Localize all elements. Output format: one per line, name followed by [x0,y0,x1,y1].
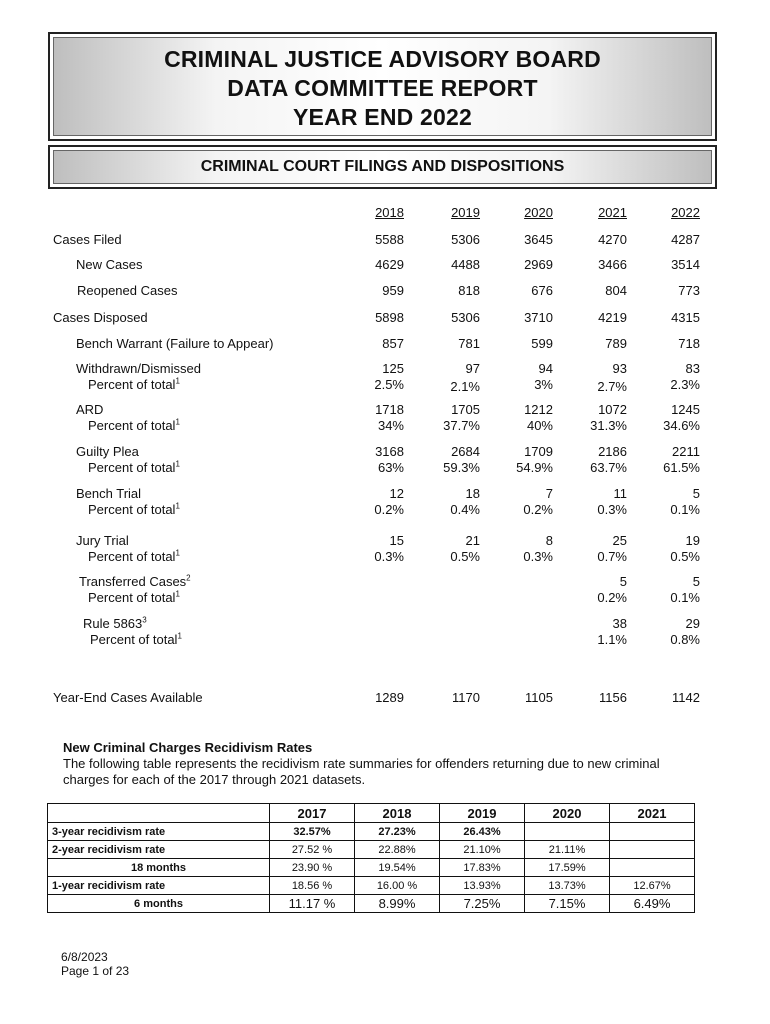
row-label-text: Rule 5863 [83,616,143,631]
recidivism-row-label: 2-year recidivism rate [48,841,270,859]
count-cell: 12 [389,486,404,501]
count-cell: 11 [613,486,627,501]
recidivism-cell: 26.43% [440,823,525,841]
percent-cell: 0.8% [670,632,700,647]
recidivism-cell: 22.88% [355,841,440,859]
percent-cell: 31.3% [590,418,627,433]
count-cell: 94 [538,361,553,376]
percent-cell: 2.3% [670,377,700,392]
recidivism-cell: 7.25% [440,895,525,913]
report-title-line-3: YEAR END 2022 [292,104,472,130]
recidivism-cell: 23.90 % [270,859,355,877]
row-label-text: Guilty Plea [76,444,139,459]
count-cell: 1156 [599,690,627,705]
report-title-line-1: CRIMINAL JUSTICE ADVISORY BOARD [164,46,601,72]
percent-cell: 34% [377,418,404,433]
percent-cell: 1.1% [597,632,627,647]
row-label [76,486,141,501]
count-cell: 4219 [598,310,627,325]
count-cell: 7 [545,486,553,501]
count-cell: 8 [545,533,553,548]
footnote-marker: 1 [175,376,180,386]
count-cell: 3710 [524,310,553,325]
year-header: 2020 [524,205,553,220]
row-label [83,616,147,631]
row-label [79,574,191,589]
recidivism-cell: 12.67% [610,877,695,895]
year-header: 2022 [671,205,700,220]
percent-cell: 0.3% [523,549,553,564]
recidivism-col-header: 2017 [270,804,355,823]
recidivism-row-label: 3-year recidivism rate [48,823,270,841]
percent-cell: 2.7% [597,379,627,394]
recidivism-cell: 27.52 % [270,841,355,859]
row-label-text: Jury Trial [76,533,129,548]
page-footer [61,950,129,978]
percent-label-text: Percent of total [88,460,176,475]
recidivism-cell: 11.17 % [270,895,355,913]
recidivism-corner-cell [48,804,270,823]
row-label [77,283,177,298]
percent-cell: 63% [377,460,404,475]
footnote-marker: 1 [175,501,180,511]
count-cell: 25 [612,533,627,548]
count-cell: 3168 [375,444,404,459]
count-cell: 21 [465,533,480,548]
recidivism-description: The following table represents the recidivism rate summaries for offenders returning due to new criminal charges for each of the 2017 through 2021 datasets. [63,756,660,787]
percent-label-text: Percent of total [88,377,176,392]
percent-label [88,460,180,475]
recidivism-row [48,895,695,913]
count-cell: 1170 [452,690,480,705]
recidivism-header-row [48,804,695,823]
count-cell: 83 [685,361,700,376]
row-label [76,257,142,272]
count-cell: 1718 [375,402,404,417]
recidivism-row [48,859,695,877]
row-label [53,232,122,247]
row-label-text: Transferred Cases [79,574,187,589]
count-cell: 5 [619,574,627,589]
footnote-marker: 2 [186,573,191,583]
count-cell: 1142 [672,690,700,705]
count-cell: 5898 [375,310,404,325]
count-cell: 3466 [598,257,627,272]
recidivism-title: New Criminal Charges Recidivism Rates [63,740,313,755]
count-cell: 2969 [524,257,553,272]
percent-cell: 37.7% [443,418,480,433]
row-label [76,336,274,351]
recidivism-col-header: 2021 [610,804,695,823]
count-cell: 5 [692,574,700,589]
recidivism-row [48,841,695,859]
count-cell: 38 [612,616,627,631]
percent-label-text: Percent of total [88,549,176,564]
row-label [53,690,203,705]
percent-cell: 34.6% [663,418,700,433]
row-label-text: ARD [76,402,104,417]
count-cell: 676 [531,283,553,298]
count-cell: 2684 [451,444,480,459]
count-cell: 959 [382,283,404,298]
count-cell: 1289 [375,690,404,705]
count-cell: 4287 [671,232,700,247]
percent-label [88,549,180,564]
recidivism-cell: 16.00 % [355,877,440,895]
recidivism-col-header: 2019 [440,804,525,823]
row-label-text: Reopened Cases [77,283,178,298]
percent-cell: 0.4% [450,502,480,517]
recidivism-cell: 13.93% [440,877,525,895]
recidivism-cell: 32.57% [270,823,355,841]
percent-cell: 0.5% [450,549,480,564]
recidivism-cell: 17.83% [440,859,525,877]
recidivism-cell [610,823,695,841]
recidivism-cell: 19.54% [355,859,440,877]
count-cell: 804 [605,283,627,298]
count-cell: 718 [678,336,700,351]
percent-label-text: Percent of total [90,632,178,647]
report-title-banner [48,32,717,141]
recidivism-table [47,803,695,913]
count-cell: 29 [685,616,700,631]
recidivism-cell: 21.10% [440,841,525,859]
recidivism-cell [525,823,610,841]
recidivism-col-header: 2020 [525,804,610,823]
count-cell: 789 [605,336,627,351]
percent-cell: 0.3% [597,502,627,517]
recidivism-cell: 27.23% [355,823,440,841]
count-cell: 599 [531,336,553,351]
count-cell: 93 [612,361,627,376]
count-cell: 1245 [671,402,700,417]
count-cell: 125 [382,361,404,376]
footer-date: 6/8/2023 [61,950,108,964]
percent-label [88,418,180,433]
count-cell: 15 [389,533,404,548]
recidivism-row-label: 18 months [48,859,270,877]
recidivism-cell: 17.59% [525,859,610,877]
footnote-marker: 1 [175,417,180,427]
count-cell: 2186 [598,444,627,459]
row-label [76,402,103,417]
count-cell: 1105 [525,690,553,705]
recidivism-row-label: 6 months [48,895,270,913]
year-header: 2018 [375,205,404,220]
percent-label-text: Percent of total [88,418,176,433]
recidivism-cell: 7.15% [525,895,610,913]
footnote-marker: 1 [175,589,180,599]
recidivism-cell [610,841,695,859]
recidivism-col-header: 2018 [355,804,440,823]
row-label-text: Bench Warrant (Failure to Appear) [76,336,274,351]
recidivism-cell: 18.56 % [270,877,355,895]
count-cell: 4488 [451,257,480,272]
count-cell: 3514 [671,257,700,272]
count-cell: 1212 [524,402,553,417]
row-label [53,310,148,325]
count-cell: 1072 [598,402,627,417]
percent-cell: 0.1% [670,590,700,605]
count-cell: 857 [382,336,404,351]
count-cell: 5 [692,486,700,501]
count-cell: 5306 [451,232,480,247]
count-cell: 818 [458,283,480,298]
percent-label-text: Percent of total [88,502,176,517]
recidivism-row [48,877,695,895]
count-cell: 3645 [524,232,553,247]
percent-cell: 0.1% [670,502,700,517]
percent-cell: 0.3% [374,549,404,564]
count-cell: 19 [685,533,700,548]
count-cell: 773 [678,283,700,298]
count-cell: 1709 [524,444,553,459]
percent-cell: 0.2% [374,502,404,517]
count-cell: 18 [465,486,480,501]
percent-cell: 3% [534,377,553,392]
recidivism-row-label: 1-year recidivism rate [48,877,270,895]
percent-cell: 0.5% [670,549,700,564]
count-cell: 2211 [672,444,700,459]
row-label [76,444,139,459]
report-title-line-2: DATA COMMITTEE REPORT [227,75,538,101]
recidivism-cell: 6.49% [610,895,695,913]
percent-cell: 61.5% [663,460,700,475]
year-header: 2021 [598,205,627,220]
row-label [76,533,129,548]
row-label [76,361,201,376]
count-cell: 4315 [671,310,700,325]
footnote-marker: 3 [142,615,147,625]
count-cell: 97 [465,361,480,376]
percent-cell: 0.7% [597,549,627,564]
recidivism-cell: 8.99% [355,895,440,913]
count-cell: 1705 [451,402,480,417]
percent-cell: 54.9% [516,460,553,475]
footnote-marker: 1 [175,548,180,558]
recidivism-cell: 13.73% [525,877,610,895]
recidivism-row [48,823,695,841]
percent-cell: 59.3% [443,460,480,475]
count-cell: 4270 [598,232,627,247]
count-cell: 781 [458,336,480,351]
count-cell: 4629 [375,257,404,272]
percent-cell: 2.5% [374,377,404,392]
count-cell: 5588 [375,232,404,247]
percent-label [90,632,182,647]
footer-page-number: Page 1 of 23 [61,964,130,978]
row-label-text: Cases Disposed [53,310,148,325]
row-label-text: Withdrawn/Dismissed [76,361,201,376]
percent-label [88,590,180,605]
percent-label-text: Percent of total [88,590,176,605]
row-label-text: Bench Trial [76,486,142,501]
recidivism-cell [610,859,695,877]
row-label-text: Cases Filed [53,232,122,247]
percent-cell: 2.1% [450,379,480,394]
row-label-text: Year-End Cases Available [53,690,203,705]
percent-label [88,502,180,517]
percent-cell: 0.2% [597,590,627,605]
percent-cell: 63.7% [590,460,627,475]
footnote-marker: 1 [177,631,182,641]
row-label-text: New Cases [76,257,143,272]
percent-cell: 40% [526,418,553,433]
recidivism-cell: 21.11% [525,841,610,859]
year-header: 2019 [451,205,480,220]
percent-cell: 0.2% [523,502,553,517]
section-title: CRIMINAL COURT FILINGS AND DISPOSITIONS [48,145,717,189]
count-cell: 5306 [451,310,480,325]
percent-label [88,377,180,392]
footnote-marker: 1 [175,459,180,469]
